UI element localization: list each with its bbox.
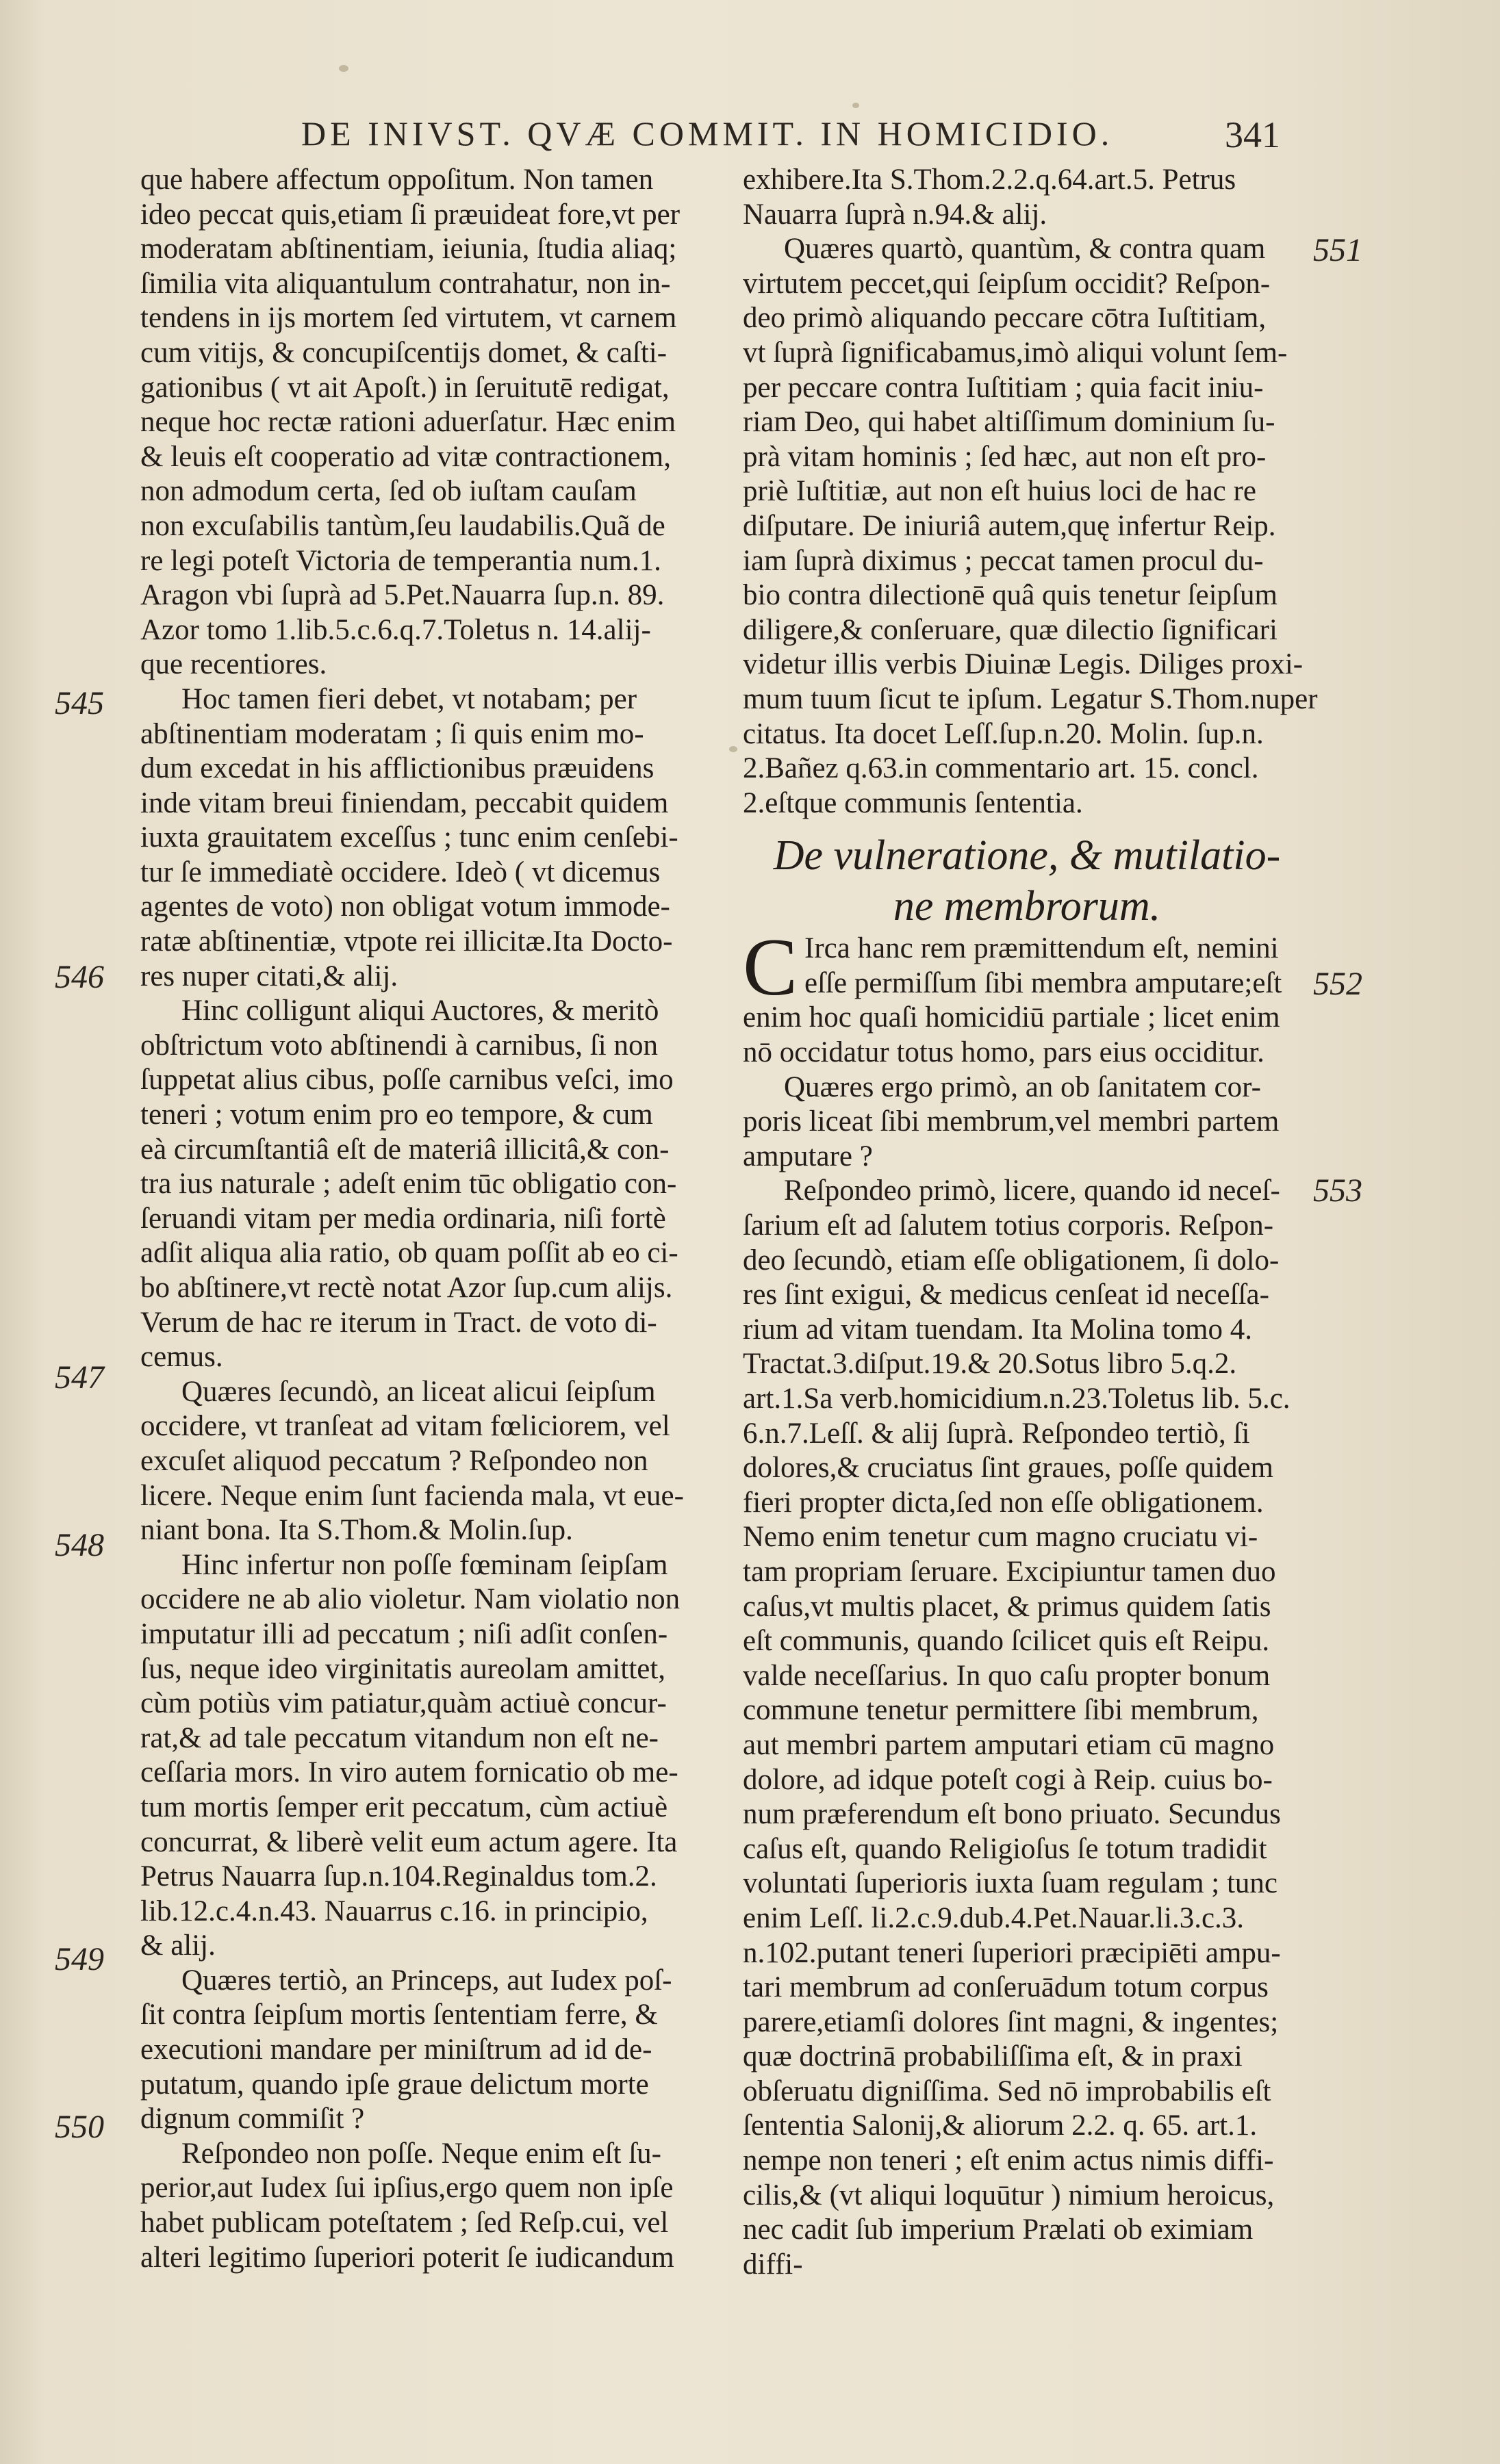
text-line: Azor tomo 1.lib.5.c.6.q.7.Toletus n. 14.alij-: [140, 613, 651, 646]
text-line: aut membri partem amputari etiam cū magno: [743, 1728, 1275, 1761]
text-line: & alij.: [140, 1929, 216, 1962]
paper-spot: [852, 103, 859, 108]
text-line: cilis,& (vt aliqui loquūtur ) nimium heroicus,: [743, 2179, 1275, 2211]
text-line: perior,aut Iudex ſui ipſius,ergo quem non ipſe: [140, 2172, 674, 2205]
text-line: Hinc colligunt aliqui Auctores, & meritò: [181, 994, 659, 1027]
text-line: bio contra dilectionē quâ quis tenetur ſeipſum: [743, 579, 1277, 612]
running-header: [301, 114, 1280, 162]
text-line: priè Iuſtitiæ, aut non eſt huius loci de hac re: [743, 475, 1256, 508]
text-line: ſeruandi vitam per media ordinaria, niſi fortè: [140, 1202, 666, 1235]
text-line: ſuppetat alius cibus, poſſe carnibus veſci, imo: [140, 1064, 674, 1096]
text-line: cemus.: [140, 1341, 223, 1374]
margin-number-549: 549: [55, 1941, 104, 1977]
text-line: habet publicam poteſtatem ; ſed Reſp.cui, vel: [140, 2207, 669, 2240]
text-line: res nuper citati,& alij.: [140, 960, 398, 992]
text-line: Tractat.3.diſput.19.& 20.Sotus libro 5.q.2.: [743, 1348, 1237, 1381]
text-line: dum excedat in his afflictionibus præuidens: [140, 752, 654, 785]
text-line: re legi poteſt Victoria de temperantia num.1.: [140, 544, 661, 577]
text-line: Hoc tamen fieri debet, vt notabam; per: [181, 682, 637, 715]
text-line: putatum, quando ipſe graue delictum morte: [140, 2068, 649, 2101]
text-line: tari membrum ad conſeruādum totum corpus: [743, 1971, 1269, 2004]
text-line: eà circumſtantiâ eſt de materiâ illicitâ,& con-: [140, 1133, 670, 1166]
text-line: diſputare. De iniuriâ autem,quę infertur Reip.: [743, 509, 1276, 542]
text-line: deo ſecundò, etiam eſſe obligationem, ſi dolo-: [743, 1244, 1280, 1276]
text-line: eſt communis, quando ſcilicet quis eſt Reipu.: [743, 1625, 1270, 1658]
text-line: rat,& ad tale peccatum vitandum non eſt ne-: [140, 1721, 659, 1754]
text-line: tra ius naturale ; adeſt enim tūc obligatio con-: [140, 1168, 677, 1201]
text-line: commune tenetur permittere ſibi membrum,: [743, 1694, 1259, 1727]
text-line: executioni mandare per miniſtrum ad id de-: [140, 2033, 652, 2066]
text-line: virtutem peccet,qui ſeipſum occidit? Reſpon-: [743, 267, 1271, 300]
section-heading-line-1: De vulneratione, & mutilatio-: [773, 832, 1281, 880]
text-line: n.102.putant teneri ſuperiori præcipiēti ampu-: [743, 1936, 1281, 1969]
dropcap-letter: C: [743, 921, 798, 1013]
text-line: dolores,& cruciatus ſint graues, poſſe quidem: [743, 1452, 1274, 1485]
paper-spot: [339, 65, 348, 72]
text-line: caſus eſt, quando Religioſus ſe totum tradidit: [743, 1832, 1267, 1865]
text-line: Nemo enim tenetur cum magno cruciatu vi-: [743, 1521, 1258, 1554]
margin-number-550: 550: [55, 2109, 104, 2145]
section-heading-line-2: ne membrorum.: [893, 883, 1161, 930]
text-line: & leuis eſt cooperatio ad vitæ contractionem,: [140, 440, 671, 473]
text-line: imputatur illi ad peccatum ; niſi adſit conſen-: [140, 1617, 668, 1650]
text-line: 2.eſtque communis ſententia.: [743, 786, 1083, 819]
text-line: enim Leſſ. li.2.c.9.dub.4.Pet.Nauar.li.3.c.3.: [743, 1901, 1245, 1934]
text-line: concurrat, & liberè velit eum actum agere. Ita: [140, 1825, 678, 1858]
text-line: dignum commiſit ?: [140, 2103, 365, 2135]
text-line: neque hoc rectæ rationi aduerſatur. Hæc enim: [140, 406, 676, 439]
text-line: diligere,& conſeruare, quæ dilectio ſignificari: [743, 613, 1277, 646]
text-line: ſimilia vita aliquantulum contrahatur, non in-: [140, 267, 671, 300]
running-title: DE INIVST. QVÆ COMMIT. IN HOMICIDIO.: [301, 114, 1114, 153]
text-line: Quæres quartò, quantùm, & contra quam: [784, 233, 1266, 266]
text-line: citatus. Ita docet Leſſ.ſup.n.20. Molin. ſup.n.: [743, 717, 1264, 750]
text-line: riam Deo, qui habet altiſſimum dominium ſu-: [743, 406, 1275, 439]
text-line: Verum de hac re iterum in Tract. de voto di-: [140, 1306, 657, 1339]
text-line: Petrus Nauarra ſup.n.104.Reginaldus tom.2.: [140, 1860, 657, 1893]
text-line: Nauarra ſuprà n.94.& alij.: [743, 198, 1047, 231]
text-line: lib.12.c.4.n.43. Nauarrus c.16. in principio,: [140, 1895, 648, 1927]
text-line: vt ſuprà ſignificabamus,imò aliqui volunt ſem-: [743, 336, 1288, 369]
text-line: enim hoc quaſi homicidiū partiale ; licet enim: [743, 1001, 1280, 1034]
text-line: voluntati ſuperioris iuxta ſuam regulam ; tunc: [743, 1867, 1277, 1900]
text-line: moderatam abſtinentiam, ieiunia, ſtudia aliaq;: [140, 233, 677, 266]
text-line: alteri legitimo ſuperiori poterit ſe iudicandum: [140, 2241, 674, 2274]
text-line: Aragon vbi ſuprà ad 5.Pet.Nauarra ſup.n. 89.: [140, 579, 665, 612]
text-line: num præferendum eſt bono priuato. Secundus: [743, 1798, 1281, 1831]
text-line: Irca hanc rem præmittendum eſt, nemini: [804, 932, 1279, 965]
text-line: caſus,vt multis placet, & primus quidem ſatis: [743, 1590, 1271, 1623]
text-line: valde neceſſarius. In quo caſu propter bonum: [743, 1659, 1271, 1692]
text-line: 2.Bañez q.63.in commentario art. 15. concl.: [743, 752, 1259, 785]
text-line: excuſet aliquod peccatum ? Reſpondeo non: [140, 1444, 648, 1477]
margin-number-551: 551: [1313, 232, 1362, 268]
text-line: occidere ne ab alio violetur. Nam violatio non: [140, 1583, 681, 1616]
text-line: Quæres ſecundò, an liceat alicui ſeipſum: [181, 1375, 656, 1408]
text-line: dolore, ad idque poteſt cogi à Reip. cuius bo-: [743, 1763, 1273, 1796]
text-line: per peccare contra Iuſtitiam ; quia facit iniu-: [743, 371, 1264, 404]
text-line: poris liceat ſibi membrum,vel membri partem: [743, 1105, 1280, 1138]
dropcap-paragraph: [743, 921, 1311, 1013]
text-line: tam propriam ſeruare. Excipiuntur tamen duo: [743, 1555, 1276, 1588]
text-line: que recentiores.: [140, 648, 327, 681]
text-line: gationibus ( vt ait Apoſt.) in ſeruitutē redigat,: [140, 371, 670, 404]
text-line: iuxta grauitatem exceſſus ; tunc enim cenſebi-: [140, 821, 678, 854]
text-line: Hinc infertur non poſſe fœminam ſeipſam: [181, 1548, 668, 1581]
text-line: non admodum certa, ſed ob iuſtam cauſam: [140, 475, 637, 508]
text-line: Quæres ergo primò, an ob ſanitatem cor-: [784, 1070, 1261, 1103]
text-line: exhibere.Ita S.Thom.2.2.q.64.art.5. Petrus: [743, 164, 1236, 196]
text-line: ſit contra ſeipſum mortis ſententiam ferre, &: [140, 1999, 658, 2031]
text-line: iam ſuprà diximus ; peccat tamen procul du-: [743, 544, 1264, 577]
text-line: non excuſabilis tantùm,ſeu laudabilis.Quã de: [140, 509, 665, 542]
margin-number-547: 547: [55, 1359, 104, 1396]
right-column-before-heading: [743, 163, 1318, 821]
text-line: ceſſaria mors. In viro autem fornicatio ob me-: [140, 1756, 678, 1789]
text-line: videtur illis verbis Diuinæ Legis. Diliges proxi-: [743, 648, 1304, 681]
text-line: ideo peccat quis,etiam ſi præuideat fore,vt per: [140, 198, 681, 231]
page-number: 341: [1225, 114, 1280, 155]
text-line: licere. Neque enim ſunt facienda mala, vt eue-: [140, 1479, 684, 1512]
text-line: tendens in ijs mortem ſed virtutem, vt carnem: [140, 302, 677, 335]
text-line: cum vitijs, & concupiſcentijs domet, & caſti-: [140, 336, 668, 369]
text-line: res ſint exigui, & medicus cenſeat id neceſſa-: [743, 1279, 1269, 1311]
text-line: agentes de voto) non obligat votum immode-: [140, 890, 670, 923]
text-line: quæ doctrinā probabiliſſima eſt, & in praxi: [743, 2040, 1243, 2073]
text-line: 6.n.7.Leſſ. & alij ſuprà. Reſpondeo tertiò, ſi: [743, 1417, 1250, 1450]
text-line: nec cadit ſub imperium Prælati ob eximiam: [743, 2213, 1254, 2246]
paper-spot: [729, 746, 737, 752]
left-column: [140, 163, 702, 2275]
text-line: occidere, vt tranſeat ad vitam fœliciorem, vel: [140, 1410, 670, 1443]
text-line: Reſpondeo primò, licere, quando id neceſ-: [784, 1175, 1280, 1207]
text-line: parere,etiamſi dolores ſint magni, & ingentes;: [743, 2005, 1279, 2038]
text-line: deo primò aliquando peccare cōtra Iuſtitiam,: [743, 302, 1267, 335]
text-line: obſeruatu digniſſima. Sed nō improbabilis eſt: [743, 2075, 1271, 2107]
text-line: teneri ; votum enim pro eo tempore, & cum: [140, 1099, 653, 1131]
text-line: art.1.Sa verb.homicidium.n.23.Toletus lib. 5.c.: [743, 1383, 1291, 1415]
margin-number-553: 553: [1313, 1172, 1362, 1209]
text-line: adſit aliqua alia ratio, ob quam poſſit ab eo ci-: [140, 1237, 678, 1270]
right-column-after-heading: [743, 1001, 1311, 2282]
right-column: [743, 163, 1318, 2282]
text-line: nō occidatur totus homo, pars eius occiditur.: [743, 1036, 1264, 1069]
text-line: Reſpondeo non poſſe. Neque enim eſt ſu-: [181, 2137, 661, 2170]
text-line: abſtinentiam moderatam ; ſi quis enim mo-: [140, 717, 644, 750]
text-line: ſententia Salonij,& aliorum 2.2. q. 65. art.1.: [743, 2109, 1258, 2142]
text-line: fieri propter dicta,ſed non eſſe obligationem.: [743, 1486, 1264, 1519]
text-line: amputare ?: [743, 1140, 873, 1172]
text-line: niant bona. Ita S.Thom.& Molin.ſup.: [140, 1514, 573, 1547]
text-line: mum tuum ſicut te ipſum. Legatur S.Thom.nuper: [743, 682, 1318, 715]
text-line: bo abſtinere,vt rectè notat Azor ſup.cum alijs.: [140, 1272, 673, 1304]
text-line: ſarium eſt ad ſalutem totius corporis. Reſpon-: [743, 1209, 1274, 1242]
text-line: que habere affectum oppoſitum. Non tamen: [140, 164, 654, 196]
margin-number-546: 546: [55, 959, 104, 995]
text-line: nempe non teneri ; eſt enim actus nimis diffi-: [743, 2144, 1274, 2177]
margin-number-552: 552: [1313, 966, 1362, 1002]
text-line: rium ad vitam tuendam. Ita Molina tomo 4.: [743, 1313, 1252, 1346]
text-line: cùm potiùs vim patiatur,quàm actiuè concur-: [140, 1687, 667, 1720]
text-line: obſtrictum voto abſtinendi à carnibus, ſi non: [140, 1029, 658, 1062]
text-line: ſus, neque ideo virginitatis aureolam amittet,: [140, 1652, 666, 1685]
text-line: diffi-: [743, 2248, 803, 2281]
margin-number-545: 545: [55, 685, 104, 721]
text-line: ratæ abſtinentiæ, vtpote rei illicitæ.Ita Docto-: [140, 925, 673, 958]
margin-number-548: 548: [55, 1527, 104, 1563]
text-line: tum mortis ſemper erit peccatum, cùm actiuè: [140, 1791, 668, 1823]
text-line: tur ſe immediatè occidere. Ideò ( vt dicemus: [140, 856, 661, 888]
text-line: inde vitam breui finiendam, peccabit quidem: [140, 786, 669, 819]
text-line: eſſe permiſſum ſibi membra amputare;eſt: [804, 966, 1282, 999]
text-line: Quæres tertiò, an Princeps, aut Iudex poſ-: [181, 1964, 672, 1997]
text-line: prà vitam hominis ; ſed hæc, aut non eſt pro-: [743, 440, 1267, 473]
